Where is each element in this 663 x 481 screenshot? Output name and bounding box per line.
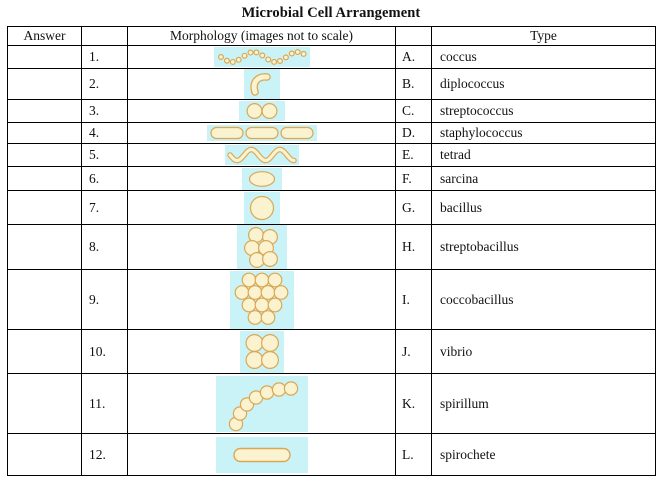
- table-row: [8, 167, 656, 191]
- wavy-line-image: [225, 145, 299, 165]
- table-row: [8, 100, 656, 123]
- cluster-of-cocci-small-image: [237, 225, 287, 269]
- number-cell: 6.: [82, 167, 128, 191]
- number-cell: 10.: [82, 330, 128, 374]
- morphology-cell: [128, 434, 396, 476]
- header-row: [8, 27, 656, 46]
- type-cell: vibrio: [432, 330, 656, 374]
- single-coccus-image: [244, 192, 280, 224]
- type-cell: tetrad: [432, 144, 656, 167]
- answer-cell: [8, 69, 82, 100]
- answer-cell: [8, 123, 82, 144]
- morphology-cell: [128, 69, 396, 100]
- letter-cell: H.: [396, 225, 432, 270]
- single-rod-image: [216, 437, 308, 473]
- morphology-cell: [128, 374, 396, 434]
- morphology-cell: [128, 46, 396, 69]
- letter-cell: B.: [396, 69, 432, 100]
- letter-cell: L.: [396, 434, 432, 476]
- answer-cell: [8, 270, 82, 330]
- letter-cell: E.: [396, 144, 432, 167]
- letter-cell: G.: [396, 191, 432, 225]
- letter-cell: D.: [396, 123, 432, 144]
- curved-chain-of-cocci-image: [216, 376, 308, 432]
- header-letter: [396, 27, 432, 46]
- answer-cell: [8, 374, 82, 434]
- page-title: Microbial Cell Arrangement: [241, 5, 421, 21]
- letter-cell: C.: [396, 100, 432, 123]
- type-cell: diplococcus: [432, 69, 656, 100]
- number-cell: 3.: [82, 100, 128, 123]
- matching-table: [7, 26, 656, 476]
- letter-cell: K.: [396, 374, 432, 434]
- letter-cell: J.: [396, 330, 432, 374]
- answer-cell: [8, 46, 82, 69]
- morphology-cell: [128, 123, 396, 144]
- type-cell: streptobacillus: [432, 225, 656, 270]
- table-row: [8, 330, 656, 374]
- answer-cell: [8, 330, 82, 374]
- grape-cluster-of-cocci-image: [230, 271, 294, 329]
- number-cell: 7.: [82, 191, 128, 225]
- type-cell: spirillum: [432, 374, 656, 434]
- morphology-cell: [128, 100, 396, 123]
- number-cell: 11.: [82, 374, 128, 434]
- number-cell: 4.: [82, 123, 128, 144]
- morphology-cell: [128, 270, 396, 330]
- table-row: [8, 123, 656, 144]
- number-cell: 1.: [82, 46, 128, 69]
- morphology-cell: [128, 144, 396, 167]
- table-row: [8, 144, 656, 167]
- table-row: [8, 374, 656, 434]
- number-cell: 5.: [82, 144, 128, 167]
- number-cell: 9.: [82, 270, 128, 330]
- answer-cell: [8, 167, 82, 191]
- table-row: [8, 69, 656, 100]
- answer-cell: [8, 225, 82, 270]
- header-morphology: Morphology (images not to scale): [128, 27, 396, 46]
- letter-cell: F.: [396, 167, 432, 191]
- comma-shaped-cell-image: [244, 69, 280, 99]
- tetrad-of-cocci-image: [240, 331, 284, 373]
- answer-cell: [8, 191, 82, 225]
- morphology-cell: [128, 191, 396, 225]
- letter-cell: A.: [396, 46, 432, 69]
- chain-of-rods-image: [207, 125, 317, 141]
- answer-cell: [8, 144, 82, 167]
- table-row: [8, 191, 656, 225]
- morphology-cell: [128, 330, 396, 374]
- wavy-chain-of-cocci-image: [214, 47, 310, 67]
- letter-cell: I.: [396, 270, 432, 330]
- type-cell: coccus: [432, 46, 656, 69]
- table-row: [8, 46, 656, 69]
- type-cell: coccobacillus: [432, 270, 656, 330]
- pair-of-cocci-image: [239, 101, 285, 121]
- table-row: [8, 434, 656, 476]
- morphology-cell: [128, 167, 396, 191]
- single-oval-image: [242, 168, 282, 190]
- answer-cell: [8, 434, 82, 476]
- type-cell: spirochete: [432, 434, 656, 476]
- type-cell: streptococcus: [432, 100, 656, 123]
- number-cell: 12.: [82, 434, 128, 476]
- header-answer: Answer: [8, 27, 82, 46]
- morphology-cell: [128, 225, 396, 270]
- table-row: [8, 270, 656, 330]
- matching-table-body: [8, 46, 656, 476]
- header-type: Type: [432, 27, 656, 46]
- table-row: [8, 225, 656, 270]
- type-cell: staphylococcus: [432, 123, 656, 144]
- type-cell: sarcina: [432, 167, 656, 191]
- number-cell: 8.: [82, 225, 128, 270]
- answer-cell: [8, 100, 82, 123]
- number-cell: 2.: [82, 69, 128, 100]
- type-cell: bacillus: [432, 191, 656, 225]
- header-number: [82, 27, 128, 46]
